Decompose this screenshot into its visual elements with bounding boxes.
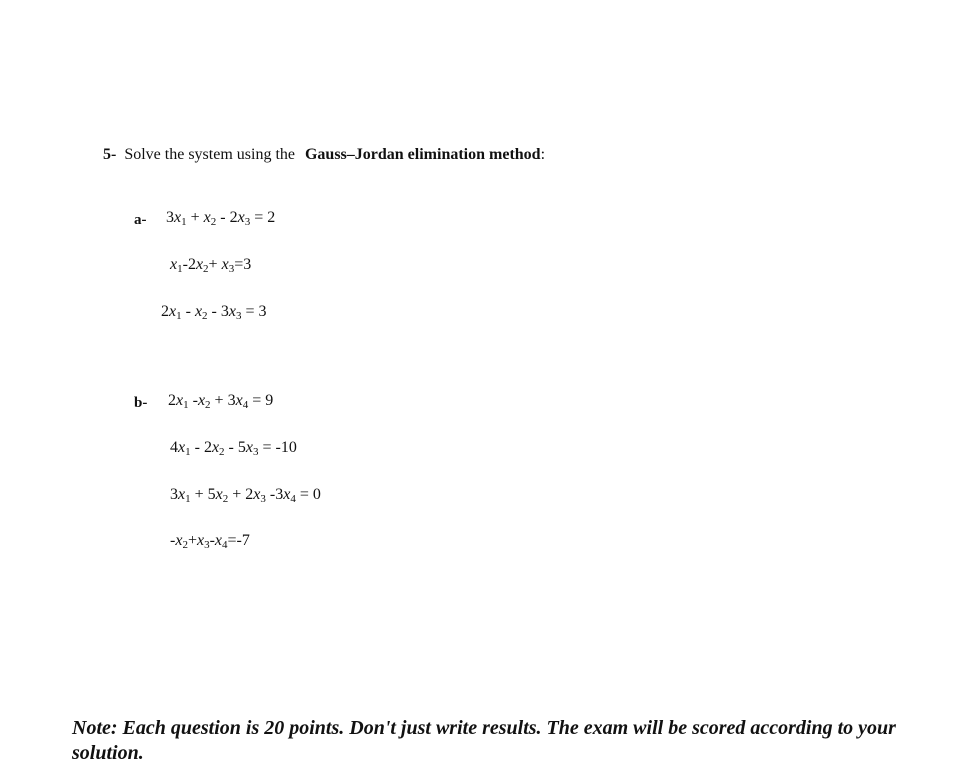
subscript: 1 — [177, 263, 183, 275]
subscript: 3 — [228, 263, 235, 275]
subscript: 2 — [203, 263, 209, 275]
equation-term: + — [187, 532, 197, 549]
question-heading — [103, 145, 545, 165]
variable: x — [253, 486, 261, 503]
equation-term: - 3 — [207, 303, 229, 320]
variable: x — [215, 486, 223, 503]
equation-term: - — [209, 532, 215, 549]
equation-term: - — [170, 532, 176, 549]
subscript: 3 — [235, 310, 242, 322]
subscript: 2 — [219, 446, 225, 458]
equation-term: 4 — [170, 439, 178, 456]
subscript: 3 — [244, 216, 251, 228]
subscript: 3 — [252, 446, 259, 458]
equation-term: - 2 — [216, 209, 238, 226]
subscript: 2 — [202, 310, 208, 322]
variable: x — [176, 392, 184, 409]
equation-term: - 5 — [224, 439, 246, 456]
exam-note: Note: Each question is 20 points. Don't just write results. The exam will be scored according to your solution. — [72, 717, 896, 764]
variable: x — [174, 209, 182, 226]
variable: x — [175, 532, 183, 549]
variable: x — [169, 303, 177, 320]
variable: x — [221, 256, 229, 273]
subscript: 3 — [260, 493, 266, 505]
variable: x — [197, 392, 206, 409]
equation-term: - — [181, 303, 195, 320]
equation-term: 3 — [166, 209, 174, 226]
equation — [170, 438, 297, 458]
equation-term: = 3 — [241, 303, 267, 320]
equation — [168, 391, 273, 411]
question-colon: : — [540, 146, 546, 163]
equation-term: 2 — [168, 392, 176, 409]
variable: x — [237, 209, 245, 226]
equation-term: =3 — [234, 256, 252, 273]
equation-term: = 0 — [295, 486, 321, 503]
equation-term: -3 — [265, 486, 284, 503]
subscript: 1 — [183, 399, 189, 411]
equation-term: - — [188, 392, 198, 409]
equation-term: =-7 — [227, 532, 250, 549]
equation-term: + 3 — [210, 392, 236, 409]
equation — [170, 485, 321, 505]
equation — [170, 531, 250, 551]
variable: x — [196, 532, 205, 549]
part-b-label: b- — [134, 395, 148, 411]
equation-term: = -10 — [258, 439, 297, 456]
equation-term: - 2 — [190, 439, 212, 456]
variable: x — [195, 256, 204, 273]
equation-term: 3 — [170, 486, 178, 503]
variable: x — [178, 486, 186, 503]
subscript: 2 — [182, 539, 188, 551]
part-a-label: a- — [134, 212, 147, 228]
variable: x — [194, 303, 203, 320]
variable: x — [203, 209, 211, 226]
subscript: 2 — [205, 399, 211, 411]
subscript: 3 — [204, 539, 210, 551]
subscript: 4 — [290, 493, 296, 505]
subscript: 4 — [222, 539, 228, 551]
method-name: Gauss–Jordan elimination method — [304, 146, 541, 163]
subscript: 4 — [242, 399, 249, 411]
equation — [170, 255, 251, 275]
equation-term: + 5 — [190, 486, 216, 503]
subscript: 2 — [222, 493, 229, 505]
equation-term: -2 — [182, 256, 196, 273]
variable: x — [214, 532, 223, 549]
equation-term: + 2 — [228, 486, 254, 503]
equation-term: + — [186, 209, 204, 226]
variable: x — [228, 303, 236, 320]
variable: x — [245, 439, 253, 456]
equation — [166, 208, 275, 228]
subscript: 1 — [176, 310, 182, 322]
subscript: 1 — [185, 493, 191, 505]
subscript: 2 — [210, 216, 217, 228]
equation-term: + — [208, 256, 222, 273]
question-number: 5- — [103, 146, 117, 163]
equation — [161, 302, 267, 322]
equation-term: = 9 — [248, 392, 274, 409]
question-text: Solve the system using the — [124, 146, 295, 163]
subscript: 1 — [181, 216, 187, 228]
variable: x — [283, 486, 291, 503]
variable: x — [235, 392, 243, 409]
variable: x — [178, 439, 186, 456]
variable: x — [170, 256, 178, 273]
variable: x — [211, 439, 220, 456]
equation-term: = 2 — [250, 209, 276, 226]
equation-term: 2 — [161, 303, 169, 320]
subscript: 1 — [185, 446, 191, 458]
